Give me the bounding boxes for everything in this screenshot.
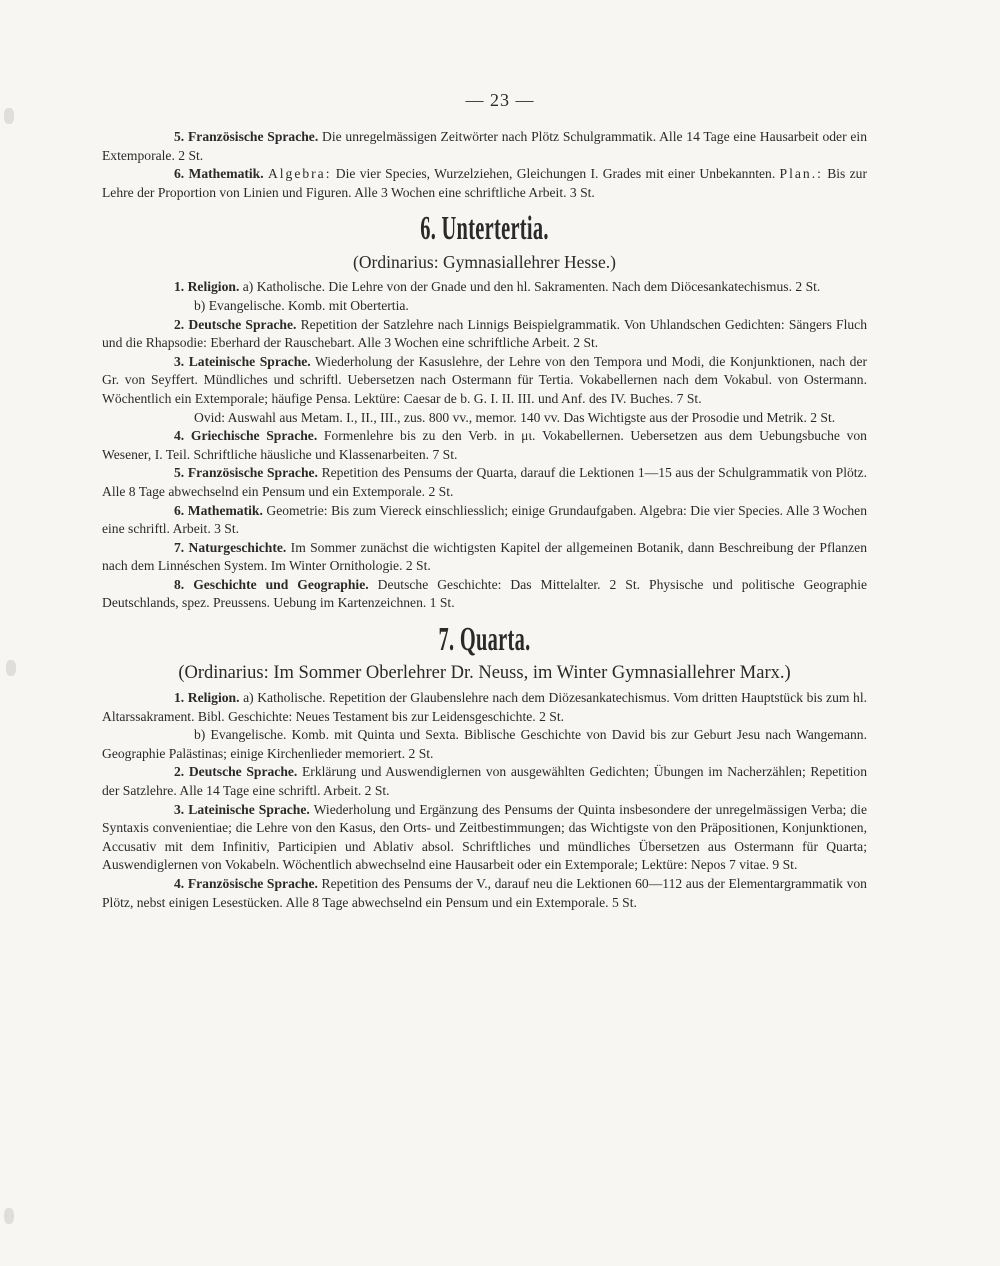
paragraph bbox=[102, 801, 867, 875]
section-heading-untertertia: 6. Untertertia. bbox=[420, 210, 549, 248]
subject-title: Geschichte und Geographie. bbox=[193, 576, 369, 592]
subject-title: Naturgeschichte. bbox=[188, 539, 287, 555]
item-number: 6. bbox=[174, 502, 185, 518]
spaced-label: Plan.: bbox=[779, 166, 823, 182]
scan-smudge bbox=[4, 1208, 14, 1224]
item-number: 7. bbox=[174, 539, 185, 555]
paragraph bbox=[102, 539, 867, 576]
item-number: 2. bbox=[174, 316, 185, 332]
page-number: — 23 — bbox=[465, 90, 535, 110]
section-heading-quarta: 7. Quarta. bbox=[438, 621, 531, 659]
paragraph-text: Die vier Species, Wurzelziehen, Gleichungen I. Grades mit einer Unbekannten. bbox=[335, 166, 776, 182]
subject-title: Mathematik. bbox=[188, 166, 264, 182]
subject-title: Deutsche Sprache. bbox=[188, 764, 298, 780]
paragraph bbox=[102, 427, 867, 464]
ordinarius-line: (Ordinarius: Im Sommer Oberlehrer Dr. Neuss, im Winter Gymnasiallehrer Marx.) bbox=[178, 663, 791, 684]
item-number: 2. bbox=[174, 764, 185, 780]
scan-smudge bbox=[6, 660, 16, 676]
subject-title: Lateinische Sprache. bbox=[188, 801, 310, 817]
subject-title: Griechische Sprache. bbox=[190, 428, 318, 444]
paragraph-text: Wiederholung der Kasuslehre, der Lehre von den Tempora und Modi, die Konjunktionen, nach der Gr. von Seyffert. Mündliches und schriftl. Uebersetzen nach Ostermann für Tertia. Vokabellernen nach dem Vokabul. von Ostermann. Wöchentlich ein Extemporale; häufige Pensa. Lektüre: Caesar de b. G. I. II. III. und Anf. des IV. Buches. 7 St. bbox=[102, 353, 867, 406]
paragraph-text: Repetition des Pensums der V., darauf neu die Lektionen 60—112 aus der Elementargrammatik von Plötz, nebst einigen Lesestücken. Alle 8 Tage abwechselnd ein Pensum und ein Extemporale. 5 St. bbox=[102, 876, 867, 910]
paragraph-text: Erklärung und Auswendiglernen von ausgewählten Gedichten; Übungen im Nacherzählen; Repetition der Satzlehre. Alle 14 Tage eine schriftl. Arbeit. 2 St. bbox=[102, 764, 868, 799]
paragraph-text: Formenlehre bis zu den Verb. in μι. Vokabellernen. Uebersetzen aus dem Uebungsbuche von Wesener, I. Teil. Schriftliche häusliche und Klassenarbeiten. 7 St. bbox=[102, 428, 867, 462]
paragraph bbox=[102, 278, 867, 297]
item-number: 1. bbox=[174, 279, 185, 295]
page-content bbox=[102, 128, 867, 912]
subject-title: Lateinische Sprache. bbox=[188, 353, 311, 369]
subject-title: Mathematik. bbox=[187, 502, 263, 518]
paragraph-text: Repetition der Satzlehre nach Linnigs Beispielgrammatik. Von Uhlandschen Gedichten: Sängers Fluch und die Rhapsodie: Eberhard der Rauschebart. Alle 3 Wochen eine schriftliche Arbeit. 2 St. bbox=[102, 316, 867, 351]
paragraph bbox=[102, 576, 867, 613]
sub-paragraph: Ovid: Auswahl aus Metam. I., II., III., zus. 800 vv., memor. 140 vv. Das Wichtigste aus der Prosodie und Metrik. 2 St. bbox=[194, 409, 836, 425]
item-number: 3. bbox=[174, 801, 185, 817]
subject-title: Religion. bbox=[187, 279, 240, 295]
paragraph-text: Wiederholung und Ergänzung des Pensums der Quinta insbesondere der unregelmässigen Verba; die Syntaxis convenientiae; die Lehre von den Kasus, den Orts- und Zeitbestimmungen; das Wichtigste von den Präpositionen, Konjunktionen, Accusativ mit dem Infinitiv, Participien und Ablativ absol. Schriftliches und mündliches Übersetzen aus Ostermann für Quarta; Auswendiglernen von Vokabeln. Wöchentlich abwechselnd eine Hausarbeit oder ein Extemporale; Lektüre: Nepos 7 vitae. 9 St. bbox=[102, 801, 867, 873]
item-number: 4. bbox=[174, 428, 185, 444]
item-number: 4. bbox=[174, 876, 185, 891]
sub-paragraph: b) Evangelische. Komb. mit Obertertia. bbox=[194, 297, 409, 313]
paragraph-text: Die unregelmässigen Zeitwörter nach Plötz Schulgrammatik. Alle 14 Tage eine Hausarbeit oder ein Extemporale. 2 St. bbox=[102, 129, 867, 163]
item-number: 1. bbox=[174, 690, 185, 706]
item-number: 5. bbox=[174, 465, 185, 481]
spaced-label: Algebra: bbox=[267, 166, 332, 182]
paragraph-text: a) Katholische. Die Lehre von der Gnade und den hl. Sakramenten. Nach dem Diöcesankatechismus. 2 St. bbox=[242, 279, 821, 295]
paragraph-text: Deutsche Geschichte: Das Mittelalter. 2 St. Physische und politische Geographie Deutschlands, spez. Preussens. Uebung im Kartenzeichnen. 1 St. bbox=[102, 576, 868, 611]
paragraph-text: Im Sommer zunächst die wichtigsten Kapitel der allgemeinen Botanik, dann Beschreibung der Pflanzen nach dem Linnéschen System. Im Winter Ornithologie. 2 St. bbox=[102, 539, 867, 574]
item-number: 5. bbox=[174, 129, 185, 144]
paragraph bbox=[102, 353, 867, 409]
paragraph bbox=[102, 464, 867, 501]
item-number: 8. bbox=[174, 576, 185, 592]
item-number: 6. bbox=[174, 166, 185, 182]
sub-paragraph: b) Evangelische. Komb. mit Quinta und Sexta. Biblische Geschichte von David bis zur Geburt Jesu nach Wangemann. Geographie Palästinas; einige Kirchenlieder memoriert. 2 St. bbox=[102, 727, 867, 761]
subject-title: Religion. bbox=[187, 690, 240, 706]
paragraph-text: Geometrie: Bis zum Viereck einschliesslich; einige Grundaufgaben. Algebra: Die vier Species. Alle 3 Wochen eine schriftl. Arbeit. 3 St. bbox=[102, 502, 867, 537]
subject-title: Deutsche Sprache. bbox=[188, 316, 297, 332]
paragraph bbox=[102, 502, 867, 539]
paragraph bbox=[102, 875, 867, 912]
paragraph-text: a) Katholische. Repetition der Glaubenslehre nach dem Diözesankatechismus. Vom dritten Hauptstück bis zum hl. Altarssakrament. Bibl. Geschichte: Neues Testament bis zur Leidensgeschichte. 2 St. bbox=[102, 690, 867, 724]
subject-title: Französische Sprache. bbox=[187, 876, 318, 891]
subject-title: Französische Sprache. bbox=[187, 465, 318, 481]
paragraph bbox=[102, 763, 867, 800]
paragraph bbox=[102, 316, 867, 353]
paragraph-text: Repetition des Pensums der Quarta, darauf die Lektionen 1—15 aus der Schulgrammatik von Plötz. Alle 8 Tage abwechselnd ein Pensum und ein Extemporale. 2 St. bbox=[102, 465, 867, 499]
ordinarius-line: (Ordinarius: Gymnasiallehrer Hesse.) bbox=[353, 252, 616, 273]
paragraph bbox=[102, 689, 867, 726]
paragraph-mathematik-prev bbox=[102, 165, 867, 202]
subject-title: Französische Sprache. bbox=[187, 129, 319, 144]
paragraph-text: Bis zur Lehre der Proportion von Linien und Figuren. Alle 3 Wochen eine schriftliche Arbeit. 3 St. bbox=[102, 166, 867, 200]
paragraph-franzoesisch-prev bbox=[102, 128, 867, 165]
item-number: 3. bbox=[174, 353, 185, 369]
